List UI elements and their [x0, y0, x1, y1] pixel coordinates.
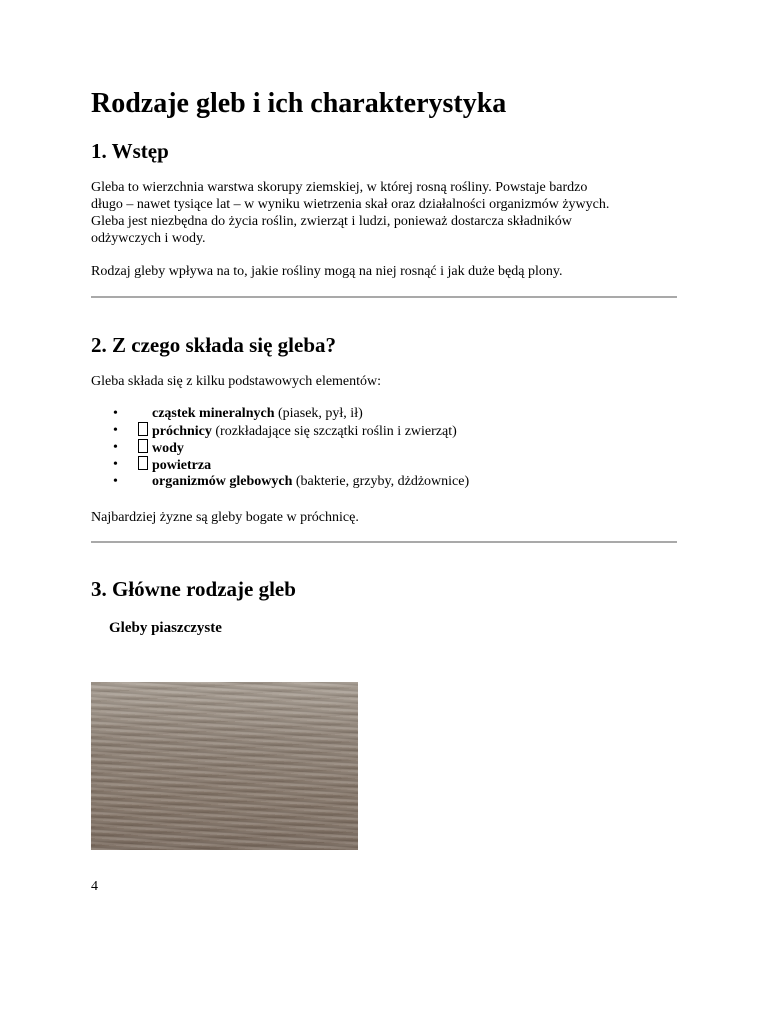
missing-glyph-icon — [138, 439, 148, 453]
list-item — [91, 422, 469, 439]
section-3-heading: 3. Główne rodzaje gleb — [91, 577, 296, 601]
list-item — [91, 439, 469, 456]
list-item-bold: cząstek mineralnych — [152, 406, 275, 421]
list-item-text: (bakterie, grzyby, dżdżownice) — [292, 474, 470, 489]
bullet: • — [113, 440, 118, 455]
section-1-heading: 1. Wstęp — [91, 139, 169, 163]
list-item — [91, 405, 469, 422]
list-item — [91, 473, 469, 490]
list-item-text: (rozkładające się szczątki roślin i zwierząt) — [211, 424, 457, 439]
missing-glyph-icon — [138, 422, 148, 436]
paragraph-line: Gleba jest niezbędna do życia roślin, zwierząt i ludzi, ponieważ dostarcza składników — [91, 214, 572, 229]
list-item-bold: organizmów glebowych — [152, 474, 293, 489]
page-number: 4 — [91, 879, 98, 894]
paragraph-line: odżywczych i wody. — [91, 231, 206, 246]
section-1-paragraph-1 — [91, 179, 677, 247]
section-2-heading: 2. Z czego składa się gleba? — [91, 333, 336, 357]
paragraph-line: długo – nawet tysiące lat – w wyniku wietrzenia skał oraz działalności organizmów żywych. — [91, 197, 610, 212]
missing-glyph-icon — [138, 456, 148, 470]
bullet: • — [113, 423, 118, 438]
section-1-paragraph-2: Rodzaj gleby wpływa na to, jakie rośliny mogą na niej rosnąć i jak duże będą plony. — [91, 264, 563, 279]
list-item-bold: powietrza — [152, 458, 212, 473]
list-item — [91, 456, 469, 473]
document-title: Rodzaje gleb i ich charakterystyka — [91, 88, 507, 119]
section-3-subheading: Gleby piaszczyste — [109, 620, 222, 636]
list-item-bold: wody — [152, 441, 184, 456]
bullet: • — [113, 457, 118, 472]
soil-elements-list — [91, 405, 469, 490]
section-2-intro: Gleba składa się z kilku podstawowych elementów: — [91, 374, 382, 389]
bullet: • — [113, 406, 118, 421]
list-item-text: (piasek, pył, ił) — [274, 406, 363, 421]
section-2-outro: Najbardziej żyzne są gleby bogate w próchnicę. — [91, 510, 359, 525]
list-item-bold: próchnicy — [152, 424, 212, 439]
section-divider — [91, 296, 677, 298]
paragraph-line: Gleba to wierzchnia warstwa skorupy ziemskiej, w której rosną rośliny. Powstaje bardzo — [91, 180, 588, 195]
section-divider — [91, 541, 677, 543]
sandy-soil-photo — [91, 682, 358, 850]
bullet: • — [113, 474, 118, 489]
